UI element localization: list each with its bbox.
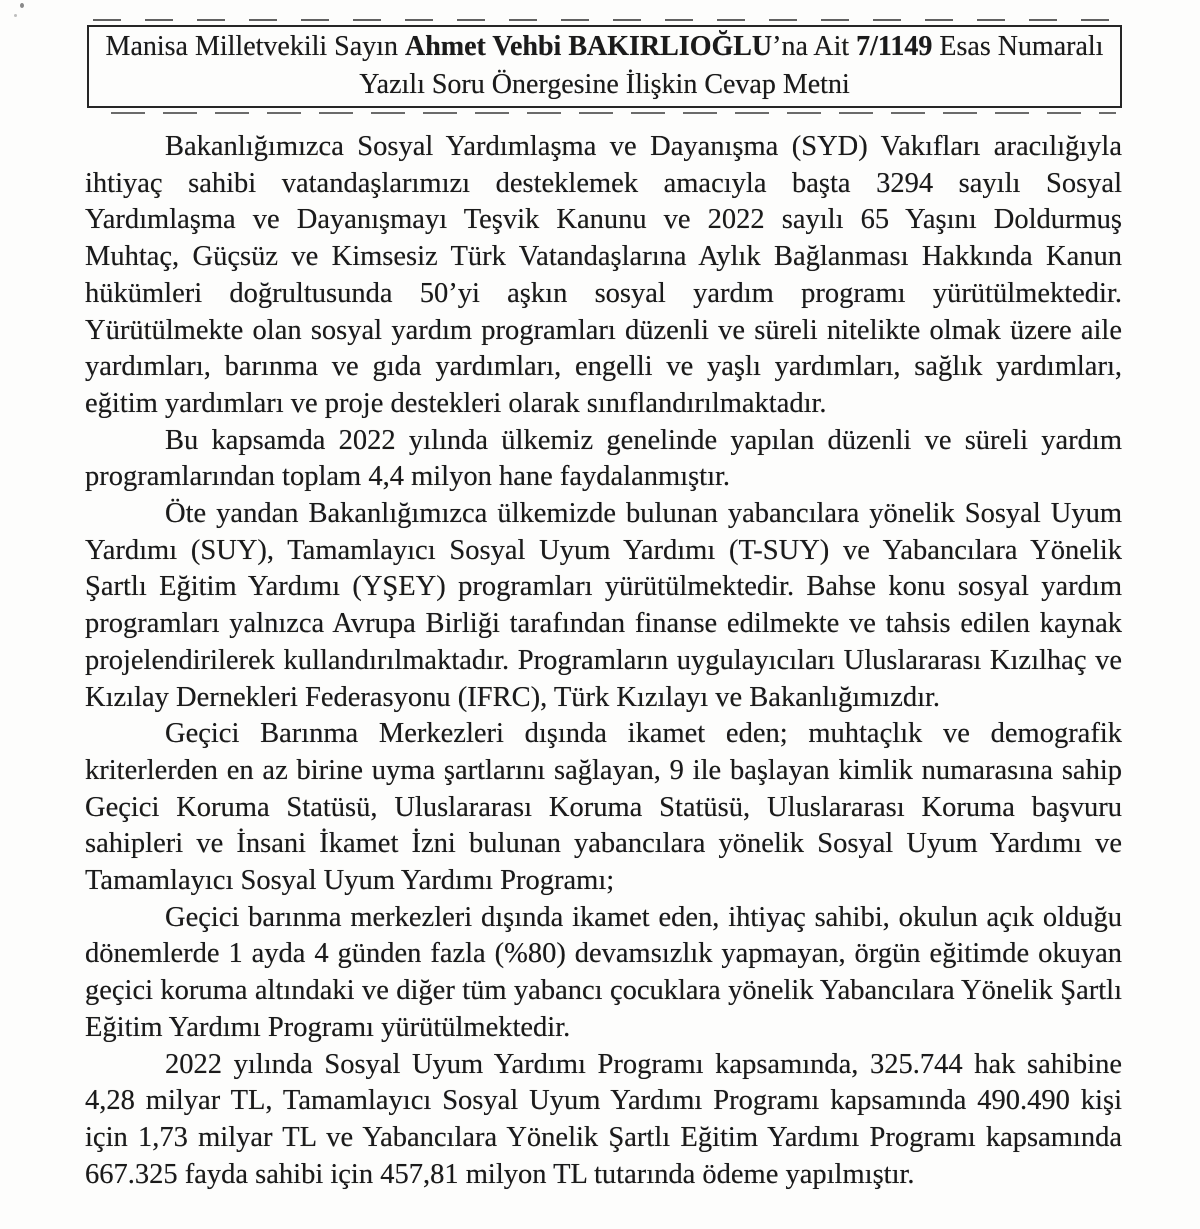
scan-artifact-dot bbox=[20, 3, 24, 8]
paragraph-1: Bakanlığımızca Sosyal Yardımlaşma ve Dayanışma (SYD) Vakıfları aracılığıyla ihtiyaç sahibi vatandaşlarımızı desteklemek amacıyla başta 3294 sayılı Sosyal Yardımlaşma ve Dayanışmayı Teşvik Kanunu ve 2022 sayılı 65 Yaşını Doldurmuş Muhtaç, Güçsüz ve Kimsesiz Türk Vatandaşlarına Aylık Bağlanması Hakkında Kanun hükümleri doğrultusunda 50’yi aşkın sosyal yardım programı yürütülmektedir. Yürütülmekte olan sosyal yardım programları düzenli ve süreli nitelikte olmak üzere aile yardımları, barınma ve gıda yardımları, engelli ve yaşlı yardımları, sağlık yardımları, eğitim yardımları ve proje destekleri olarak sınıflandırılmaktadır. bbox=[85, 131, 1122, 419]
paragraph-5: Geçici barınma merkezleri dışında ikamet eden, ihtiyaç sahibi, okulun açık olduğu dönemlerde 1 ayda 4 günden fazla (%80) devamsızlık yapmayan, örgün eğitimde okuyan geçici koruma altındaki ve diğer tüm yabancı çocuklara yönelik Yabancılara Yönelik Şartlı Eğitim Yardımı Programı yürütülmektedir. bbox=[85, 901, 1122, 1043]
title-suffix: Esas Numaralı bbox=[932, 31, 1104, 62]
document-title-box bbox=[87, 25, 1122, 108]
scan-artifact-dot bbox=[14, 14, 17, 17]
paragraph-2: Bu kapsamda 2022 yılında ülkemiz genelinde yapılan düzenli ve süreli yardım programlarından toplam 4,4 milyon hane faydalanmıştır. bbox=[85, 424, 1122, 493]
title-middle: ’na Ait bbox=[772, 31, 857, 62]
paragraph-6: 2022 yılında Sosyal Uyum Yardımı Programı kapsamında, 325.744 hak sahibine 4,28 milyar TL, Tamamlayıcı Sosyal Uyum Yardımı Programı kapsamında 490.490 kişi için 1,73 milyar TL ve Yabancılara Yönelik Şartlı Eğitim Yardımı Programı kapsamında 667.325 fayda sahibi için 457,81 milyon TL tutarında ödeme yapılmıştır. bbox=[85, 1048, 1122, 1190]
title-prefix: Manisa Milletvekili Sayın bbox=[105, 31, 405, 62]
deputy-name: Ahmet Vehbi BAKIRLIOĞLU bbox=[404, 31, 773, 62]
paragraph-3: Öte yandan Bakanlığımızca ülkemizde bulunan yabancılara yönelik Sosyal Uyum Yardımı (SUY), Tamamlayıcı Sosyal Uyum Yardımı (T-SUY) ve Yabancılara Yönelik Şartlı Eğitim Yardımı (YŞEY) programları yürütülmektedir. Bahse konu sosyal yardım programları yalnızca Avrupa Birliği tarafından finanse edilmekte ve tahsis edilen kaynak projelendirilerek kullandırılmaktadır. Programların uygulayıcıları Uluslararası Kızılhaç ve Kızılay Dernekleri Federasyonu (IFRC), Türk Kızılayı ve Bakanlığımızdır. bbox=[85, 498, 1122, 713]
paragraph-4: Geçici Barınma Merkezleri dışında ikamet eden; muhtaçlık ve demografik kriterlerden en az birine uyma şartlarını sağlayan, 9 ile başlayan kimlik numarasına sahip Geçici Koruma Statüsü, Uluslararası Koruma Statüsü, Uluslararası Koruma başvuru sahipleri ve İnsani İkamet İzni bulunan yabancılara yönelik Sosyal Uyum Yardımı ve Tamamlayıcı Sosyal Uyum Yardımı Programı; bbox=[85, 718, 1122, 897]
title-line-1 bbox=[103, 28, 1106, 66]
document-body bbox=[85, 129, 1122, 1193]
case-number: 7/1149 bbox=[856, 31, 933, 62]
title-line-2: Yazılı Soru Önergesine İlişkin Cevap Metni bbox=[359, 69, 850, 100]
